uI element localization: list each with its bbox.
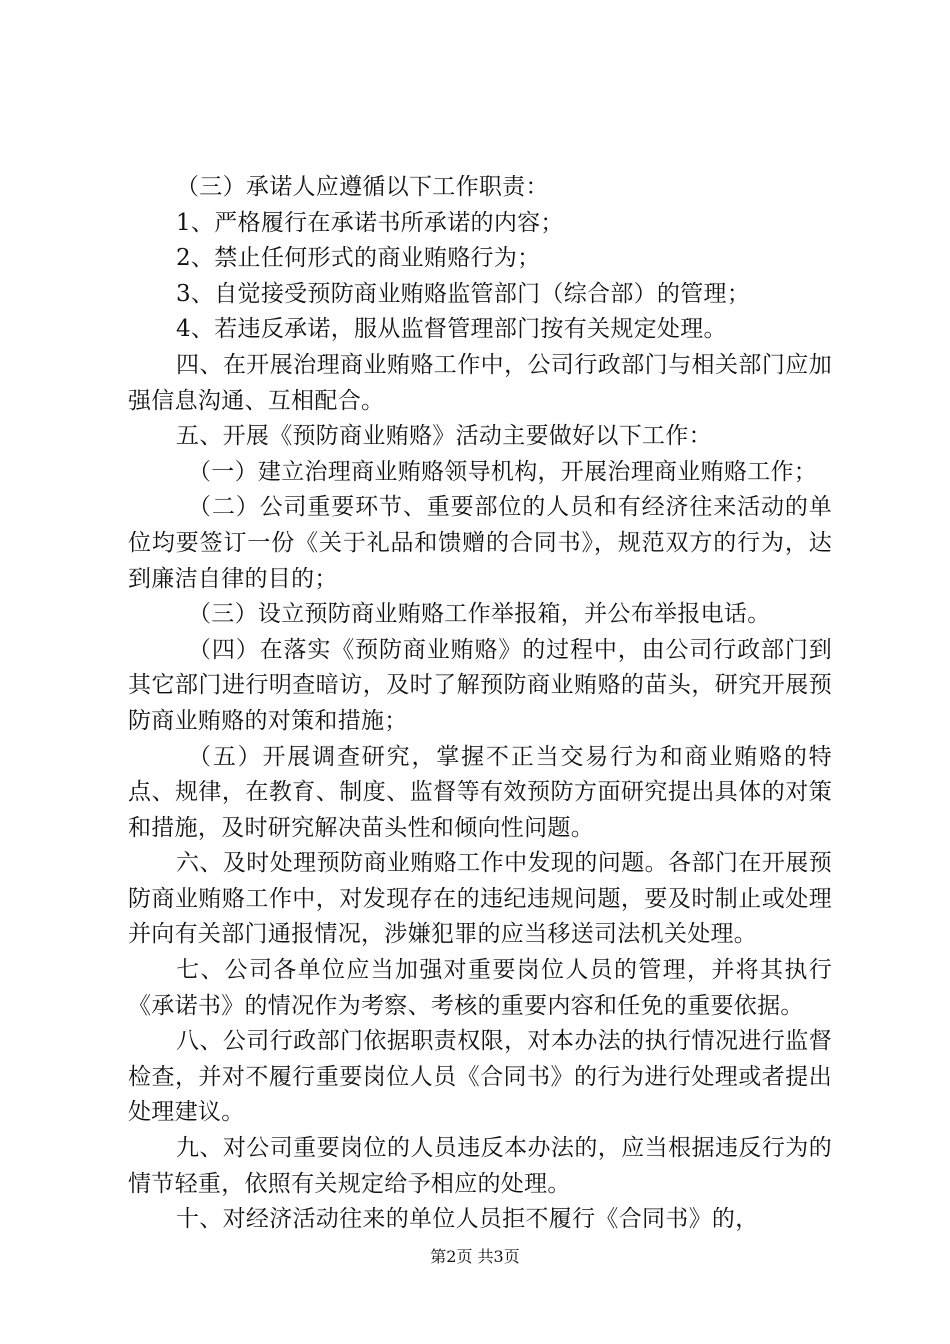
page-number-footer: 第2页 共3页 xyxy=(430,1247,520,1266)
paragraph-duty-2: 2、禁止任何形式的商业贿赂行为； xyxy=(176,245,541,272)
paragraph-duty-4: 4、若违反承诺，服从监督管理部门按有关规定处理。 xyxy=(176,316,727,343)
paragraph-commitment-duties-heading: （三）承诺人应遵循以下工作职责： xyxy=(176,174,549,200)
paragraph-section-8: 八、公司行政部门依据职责权限，对本办法的执行情况进行监督检查，并对不履行重要岗位人员《合同书》的行为进行处理或者提出处理建议。 xyxy=(128,1028,832,1126)
paragraph-duty-3: 3、自觉接受预防商业贿赂监管部门（综合部）的管理； xyxy=(176,280,751,307)
document-body xyxy=(128,170,832,1238)
paragraph-section-9: 九、对公司重要岗位的人员违反本办法的，应当根据违反行为的情节轻重，依照有关规定给予相应的处理。 xyxy=(128,1135,832,1197)
paragraph-section-5-item-3: （三）设立预防商业贿赂工作举报箱，并公布举报电话。 xyxy=(188,601,771,628)
paragraph-section-5-item-4: （四）在落实《预防商业贿赂》的过程中，由公司行政部门到其它部门进行明查暗访，及时了解预防商业贿赂的苗头，研究开展预防商业贿赂的对策和措施； xyxy=(128,636,832,734)
paragraph-section-4: 四、在开展治理商业贿赂工作中，公司行政部门与相关部门应加强信息沟通、互相配合。 xyxy=(128,351,832,414)
paragraph-section-6: 六、及时处理预防商业贿赂工作中发现的问题。各部门在开展预防商业贿赂工作中，对发现存在的违纪违规问题，要及时制止或处理并向有关部门通报情况，涉嫌犯罪的应当移送司法机关处理。 xyxy=(128,850,832,948)
paragraph-section-5-item-5: （五）开展调查研究，掌握不正当交易行为和商业贿赂的特点、规律，在教育、制度、监督等有效预防方面研究提出具体的对策和措施，及时研究解决苗头性和倾向性问题。 xyxy=(128,743,832,841)
paragraph-section-10: 十、对经济活动往来的单位人员拒不履行《合同书》的， xyxy=(176,1206,759,1233)
paragraph-section-5-item-2: （二）公司重要环节、重要部位的人员和有经济往来活动的单位均要签订一份《关于礼品和馈赠的合同书》，规范双方的行为，达到廉洁自律的目的； xyxy=(128,494,832,592)
paragraph-section-7: 七、公司各单位应当加强对重要岗位人员的管理，并将其执行《承诺书》的情况作为考察、考核的重要内容和任免的重要依据。 xyxy=(128,957,832,1019)
paragraph-section-5: 五、开展《预防商业贿赂》活动主要做好以下工作： xyxy=(176,423,712,450)
paragraph-duty-1: 1、严格履行在承诺书所承诺的内容； xyxy=(176,209,564,236)
paragraph-section-5-item-1: （一）建立治理商业贿赂领导机构，开展治理商业贿赂工作； xyxy=(188,458,818,485)
